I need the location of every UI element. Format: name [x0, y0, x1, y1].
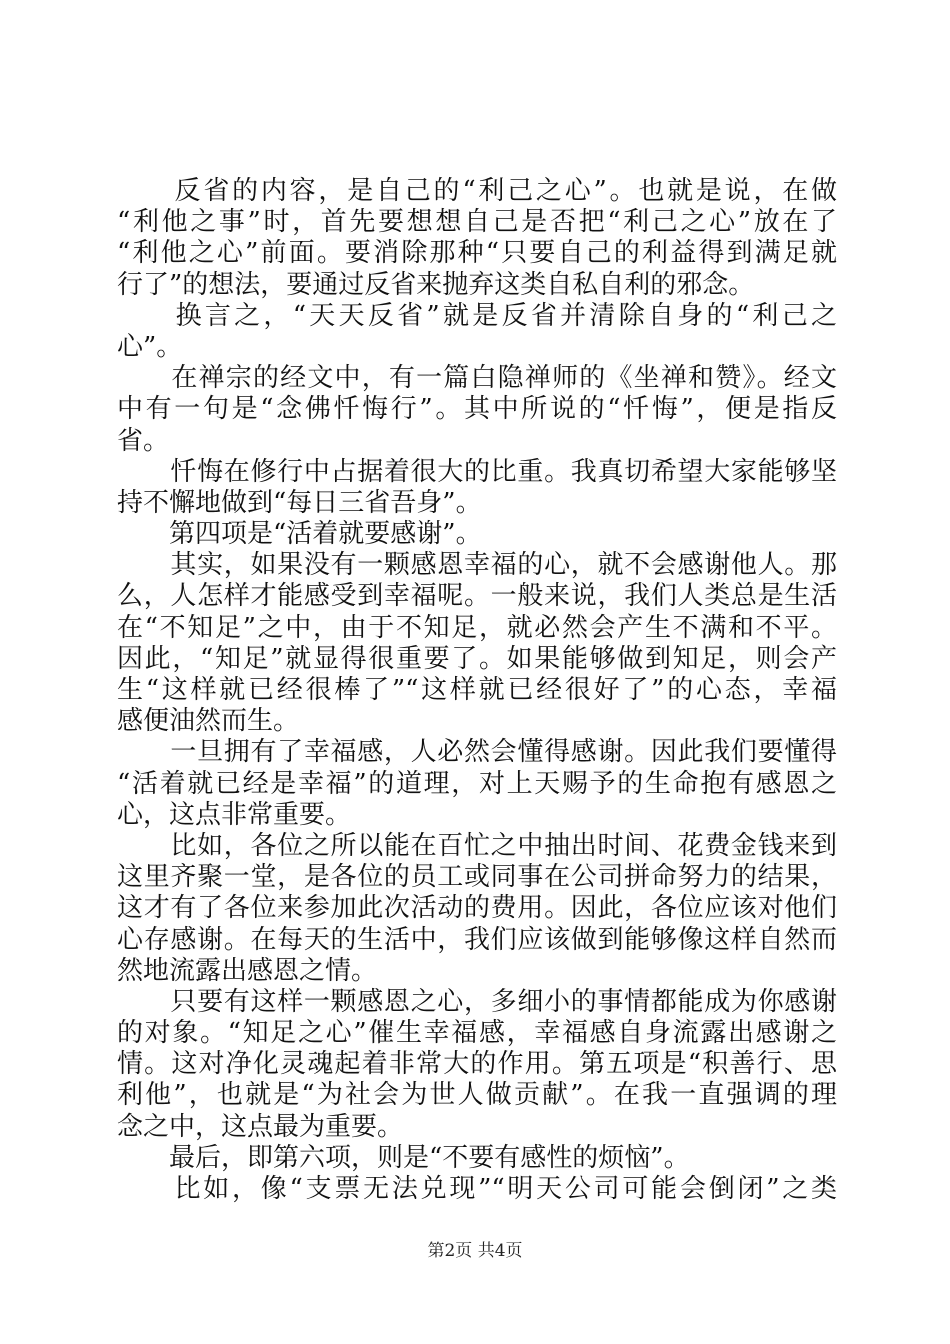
text-line: 反省的内容，是自己的“利己之心”。也就是说，在做: [117, 176, 837, 206]
text-line: 只要有这样一颗感恩之心，多细小的事情都能成为你感谢: [117, 986, 837, 1017]
text-line: “活着就已经是幸福”的道理，对上天赐予的生命抱有感恩之: [117, 768, 837, 799]
text-line: 最后，即第六项，则是“不要有感性的烦恼”。: [117, 1142, 690, 1173]
text-line: 心”。: [117, 331, 183, 362]
text-line: 持不懈地做到“每日三省吾身”。: [117, 487, 482, 518]
text-line: 在“不知足”之中，由于不知足，就必然会产生不满和不平。: [117, 612, 837, 643]
text-line: 比如，各位之所以能在百忙之中抽出时间、花费金钱来到: [117, 830, 837, 861]
text-line: 行了”的想法，要通过反省来抛弃这类自私自利的邪念。: [117, 269, 755, 300]
text-line: 比如，像“支票无法兑现”“明天公司可能会倒闭”之类: [117, 1174, 837, 1204]
text-line: 省。: [117, 425, 170, 456]
text-line: 这才有了各位来参加此次活动的费用。因此，各位应该对他们: [117, 893, 837, 924]
text-line: 感便油然而生。: [117, 706, 300, 737]
text-line: 么，人怎样才能感受到幸福呢。一般来说，我们人类总是生活: [117, 581, 837, 612]
text-line: 第四项是“活着就要感谢”。: [117, 519, 482, 550]
text-line: 然地流露出感恩之情。: [117, 955, 378, 986]
text-line: “利他之心”前面。要消除那种“只要自己的利益得到满足就: [117, 238, 837, 269]
text-line: 情。这对净化灵魂起着非常大的作用。第五项是“积善行、思: [117, 1049, 837, 1080]
page-footer: 第2页 共4页: [427, 1241, 523, 1261]
text-line: 心存感谢。在每天的生活中，我们应该做到能够像这样自然而: [117, 924, 837, 955]
text-line: 忏悔在修行中占据着很大的比重。我真切希望大家能够坚: [117, 456, 837, 487]
text-line: 利他”，也就是“为社会为世人做贡献”。在我一直强调的理: [117, 1080, 837, 1111]
body-text: [117, 176, 837, 1205]
text-line: 在禅宗的经文中，有一篇白隐禅师的《坐禅和赞》。经文: [117, 363, 837, 394]
text-line: 其实，如果没有一颗感恩幸福的心，就不会感谢他人。那: [117, 550, 837, 581]
text-line: “利他之事”时，首先要想想自己是否把“利己之心”放在了: [117, 207, 837, 238]
text-line: 心，这点非常重要。: [117, 799, 352, 830]
text-line: 换言之，“天天反省”就是反省并清除自身的“利己之: [117, 300, 837, 331]
text-line: 的对象。“知足之心”催生幸福感，幸福感自身流露出感谢之: [117, 1018, 837, 1049]
text-line: 中有一句是“念佛忏悔行”。其中所说的“忏悔”，便是指反: [117, 394, 837, 425]
text-line: 这里齐聚一堂，是各位的员工或同事在公司拼命努力的结果，: [117, 862, 837, 893]
text-line: 一旦拥有了幸福感，人必然会懂得感谢。因此我们要懂得: [117, 737, 837, 768]
text-line: 生“这样就已经很棒了”“这样就已经很好了”的心态，幸福: [117, 675, 837, 705]
text-line: 因此，“知足”就显得很重要了。如果能够做到知足，则会产: [117, 643, 837, 674]
text-line: 念之中，这点最为重要。: [117, 1111, 404, 1142]
